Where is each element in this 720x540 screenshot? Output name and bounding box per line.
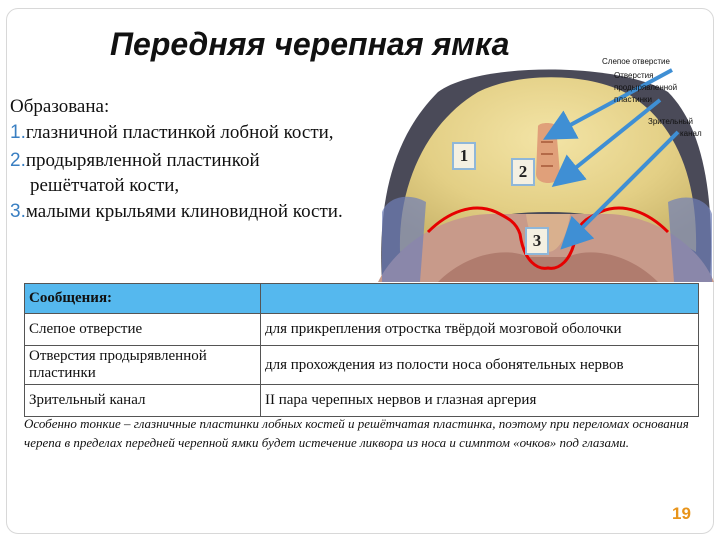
table-cell: для прохождения из полости носа обонятельных нервов	[261, 346, 699, 385]
item-text: глазничной пластинкой лобной кости,	[25, 122, 334, 143]
formed-item-2	[10, 150, 260, 172]
item-text: продырявленной пластинкой	[25, 150, 260, 171]
label-optic-canal-line2: канал	[680, 129, 702, 138]
label-optic-canal-line1: Зрительный	[648, 117, 693, 126]
table-cell: Слепое отверстие	[25, 314, 261, 346]
table-row	[25, 385, 699, 417]
item-number: 3.	[10, 201, 26, 222]
item-number: 1.	[10, 122, 26, 143]
table-cell: II пара черепных нервов и глазная аргерия	[261, 385, 699, 417]
messages-table	[24, 283, 699, 417]
marker-2: 2	[511, 158, 535, 186]
table-header-cell: Сообщения:	[25, 284, 261, 314]
table-header-row	[25, 284, 699, 314]
slide-title: Передняя черепная ямка	[110, 26, 510, 62]
item-text: малыми крыльями клиновидной кости.	[25, 201, 343, 222]
table-cell: для прикрепления отростка твёрдой мозговой оболочки	[261, 314, 699, 346]
table-row	[25, 314, 699, 346]
table-header-cell	[261, 284, 699, 314]
label-blind-foramen: Слепое отверстие	[602, 57, 670, 66]
formed-intro: Образована:	[10, 96, 110, 117]
label-cribriform-line1: Отверстия	[614, 71, 654, 80]
marker-1: 1	[452, 142, 476, 170]
label-cribriform-line3: пластинки	[614, 95, 652, 104]
formed-item-1	[10, 122, 334, 144]
table-cell: Зрительный канал	[25, 385, 261, 417]
table-cell: Отверстия продырявленной пластинки	[25, 346, 261, 385]
formed-item-2-continuation: решётчатой кости,	[30, 175, 180, 196]
page-number: 19	[672, 504, 691, 523]
marker-3: 3	[525, 227, 549, 255]
item-number: 2.	[10, 150, 26, 171]
label-cribriform-line2: продырявленной	[614, 83, 678, 92]
table-row	[25, 346, 699, 385]
clinical-note: Особенно тонкие – глазничные пластинки лобных костей и решётчатая пластинка, поэтому при переломах основания черепа в пределах передней черепной ямки будет истечение ликвора из носа и симптом «очков» под глазами.	[24, 416, 689, 450]
formed-item-3	[10, 201, 343, 223]
